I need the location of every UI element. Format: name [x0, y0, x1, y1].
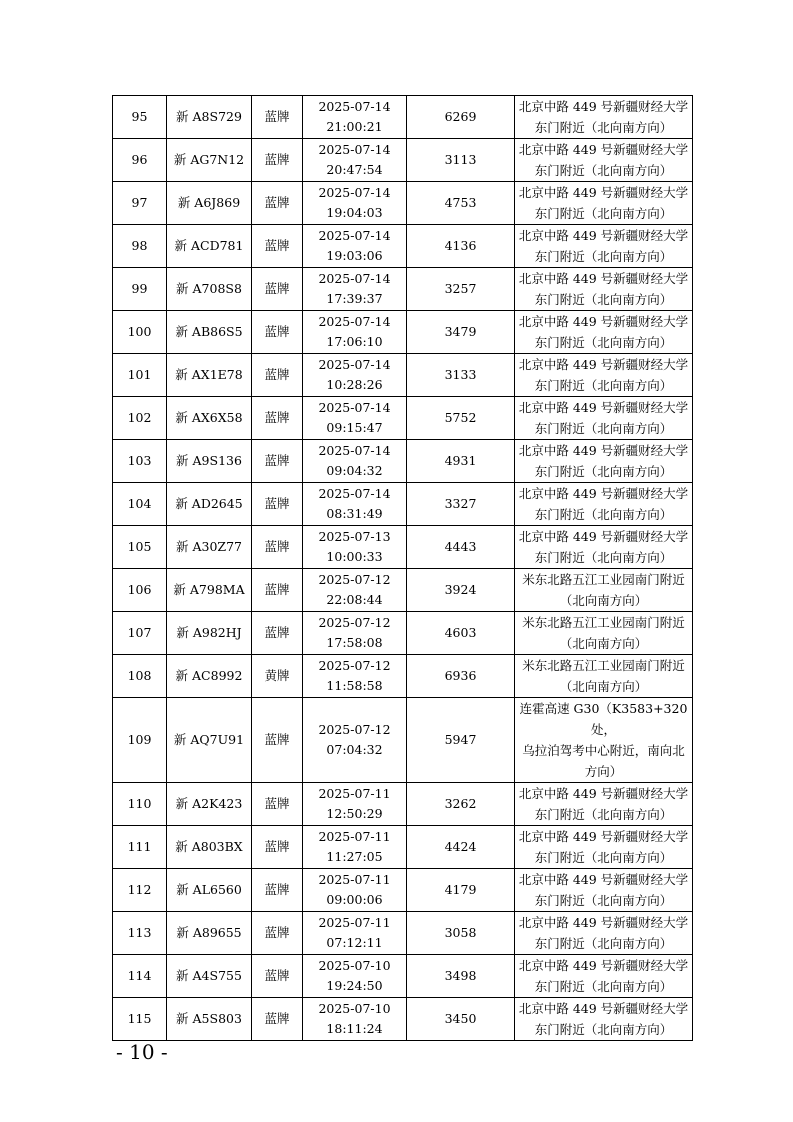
location-line: 北京中路 449 号新疆财经大学	[518, 185, 689, 200]
row-number-cell: 113	[113, 912, 167, 955]
time-text: 19:03:06	[326, 248, 383, 263]
plate-number-cell: 新 A798MA	[167, 569, 252, 612]
date-text: 2025-07-10	[318, 958, 391, 973]
table-row	[113, 440, 693, 483]
plate-number-cell: 新 AX6X58	[167, 397, 252, 440]
row-number-cell: 104	[113, 483, 167, 526]
row-number-cell: 101	[113, 354, 167, 397]
time-text: 18:11:24	[326, 1021, 383, 1036]
table-row	[113, 998, 693, 1041]
plate-color-cell: 蓝牌	[252, 826, 303, 869]
table-row	[113, 698, 693, 783]
plate-color-cell: 蓝牌	[252, 311, 303, 354]
row-number-cell: 103	[113, 440, 167, 483]
location-line: 东门附近（北向南方向）	[534, 550, 673, 565]
table-row	[113, 96, 693, 139]
date-text: 2025-07-14	[318, 185, 391, 200]
datetime-cell	[303, 569, 407, 612]
plate-color-cell: 蓝牌	[252, 569, 303, 612]
table-row	[113, 955, 693, 998]
row-number-cell: 115	[113, 998, 167, 1041]
date-text: 2025-07-14	[318, 314, 391, 329]
count-cell: 3133	[407, 354, 515, 397]
count-cell: 5752	[407, 397, 515, 440]
datetime-cell	[303, 526, 407, 569]
plate-number-cell: 新 A982HJ	[167, 612, 252, 655]
count-cell: 3262	[407, 783, 515, 826]
location-line: 北京中路 449 号新疆财经大学	[518, 99, 689, 114]
table-row	[113, 139, 693, 182]
location-cell	[515, 998, 693, 1041]
location-cell	[515, 311, 693, 354]
row-number-cell: 97	[113, 182, 167, 225]
datetime-cell	[303, 354, 407, 397]
count-cell: 5947	[407, 698, 515, 783]
location-line: 东门附近（北向南方向）	[534, 893, 673, 908]
datetime-cell	[303, 225, 407, 268]
count-cell: 3450	[407, 998, 515, 1041]
location-cell	[515, 655, 693, 698]
plate-number-cell: 新 AB86S5	[167, 311, 252, 354]
location-line: 米东北路五江工业园南门附近	[522, 658, 685, 673]
location-cell	[515, 440, 693, 483]
location-line: 连霍高速 G30（K3583+320 处，	[519, 701, 688, 737]
datetime-cell	[303, 612, 407, 655]
count-cell: 3498	[407, 955, 515, 998]
plate-number-cell: 新 A89655	[167, 912, 252, 955]
plate-color-cell: 蓝牌	[252, 182, 303, 225]
plate-number-cell: 新 A803BX	[167, 826, 252, 869]
plate-color-cell: 黄牌	[252, 655, 303, 698]
time-text: 07:04:32	[326, 742, 383, 757]
table-row	[113, 397, 693, 440]
date-text: 2025-07-14	[318, 443, 391, 458]
plate-number-cell: 新 A9S136	[167, 440, 252, 483]
table-row	[113, 526, 693, 569]
table-row	[113, 483, 693, 526]
table-row	[113, 354, 693, 397]
plate-number-cell: 新 AL6560	[167, 869, 252, 912]
plate-color-cell: 蓝牌	[252, 483, 303, 526]
location-line: 东门附近（北向南方向）	[534, 206, 673, 221]
count-cell: 3924	[407, 569, 515, 612]
table-row	[113, 225, 693, 268]
location-cell	[515, 826, 693, 869]
location-line: 东门附近（北向南方向）	[534, 120, 673, 135]
count-cell: 4753	[407, 182, 515, 225]
location-line: 北京中路 449 号新疆财经大学	[518, 443, 689, 458]
datetime-cell	[303, 698, 407, 783]
location-cell	[515, 268, 693, 311]
location-cell	[515, 569, 693, 612]
datetime-cell	[303, 96, 407, 139]
plate-number-cell: 新 AX1E78	[167, 354, 252, 397]
date-text: 2025-07-13	[318, 529, 391, 544]
location-cell	[515, 698, 693, 783]
time-text: 09:15:47	[326, 420, 383, 435]
location-line: 北京中路 449 号新疆财经大学	[518, 829, 689, 844]
time-text: 19:24:50	[326, 978, 383, 993]
plate-color-cell: 蓝牌	[252, 869, 303, 912]
row-number-cell: 98	[113, 225, 167, 268]
count-cell: 4603	[407, 612, 515, 655]
datetime-cell	[303, 483, 407, 526]
plate-color-cell: 蓝牌	[252, 139, 303, 182]
time-text: 17:06:10	[326, 334, 383, 349]
row-number-cell: 95	[113, 96, 167, 139]
table-row	[113, 869, 693, 912]
count-cell: 6269	[407, 96, 515, 139]
table-row	[113, 912, 693, 955]
count-cell: 3113	[407, 139, 515, 182]
location-line: （北向南方向）	[559, 593, 648, 608]
date-text: 2025-07-14	[318, 486, 391, 501]
time-text: 17:39:37	[326, 291, 383, 306]
time-text: 19:04:03	[326, 205, 383, 220]
date-text: 2025-07-10	[318, 1001, 391, 1016]
location-line: 北京中路 449 号新疆财经大学	[518, 872, 689, 887]
location-line: 北京中路 449 号新疆财经大学	[518, 400, 689, 415]
row-number-cell: 107	[113, 612, 167, 655]
page-number: - 10 -	[116, 1040, 168, 1064]
location-line: 北京中路 449 号新疆财经大学	[518, 786, 689, 801]
datetime-cell	[303, 912, 407, 955]
time-text: 11:58:58	[326, 678, 383, 693]
datetime-cell	[303, 826, 407, 869]
location-cell	[515, 225, 693, 268]
time-text: 22:08:44	[326, 592, 383, 607]
location-line: 乌拉泊驾考中心附近，南向北	[522, 743, 685, 758]
time-text: 09:04:32	[326, 463, 383, 478]
time-text: 17:58:08	[326, 635, 383, 650]
row-number-cell: 111	[113, 826, 167, 869]
table-row	[113, 311, 693, 354]
date-text: 2025-07-11	[318, 786, 391, 801]
count-cell: 3327	[407, 483, 515, 526]
location-cell	[515, 783, 693, 826]
plate-color-cell: 蓝牌	[252, 783, 303, 826]
datetime-cell	[303, 998, 407, 1041]
date-text: 2025-07-11	[318, 829, 391, 844]
records-table	[112, 95, 693, 1041]
table-row	[113, 569, 693, 612]
date-text: 2025-07-12	[318, 615, 391, 630]
datetime-cell	[303, 869, 407, 912]
date-text: 2025-07-14	[318, 99, 391, 114]
date-text: 2025-07-14	[318, 142, 391, 157]
location-cell	[515, 354, 693, 397]
plate-color-cell: 蓝牌	[252, 225, 303, 268]
table-row	[113, 655, 693, 698]
table-row	[113, 182, 693, 225]
date-text: 2025-07-12	[318, 722, 391, 737]
plate-color-cell: 蓝牌	[252, 955, 303, 998]
row-number-cell: 114	[113, 955, 167, 998]
table-row	[113, 783, 693, 826]
row-number-cell: 102	[113, 397, 167, 440]
plate-number-cell: 新 AG7N12	[167, 139, 252, 182]
count-cell: 3257	[407, 268, 515, 311]
count-cell: 4136	[407, 225, 515, 268]
location-line: 米东北路五江工业园南门附近	[522, 615, 685, 630]
datetime-cell	[303, 268, 407, 311]
plate-number-cell: 新 A30Z77	[167, 526, 252, 569]
plate-color-cell: 蓝牌	[252, 397, 303, 440]
plate-number-cell: 新 AC8992	[167, 655, 252, 698]
location-line: 方向）	[584, 764, 623, 779]
date-text: 2025-07-14	[318, 228, 391, 243]
location-line: 北京中路 449 号新疆财经大学	[518, 915, 689, 930]
row-number-cell: 99	[113, 268, 167, 311]
row-number-cell: 112	[113, 869, 167, 912]
row-number-cell: 109	[113, 698, 167, 783]
date-text: 2025-07-12	[318, 658, 391, 673]
location-line: 北京中路 449 号新疆财经大学	[518, 314, 689, 329]
location-cell	[515, 182, 693, 225]
datetime-cell	[303, 139, 407, 182]
count-cell: 4179	[407, 869, 515, 912]
time-text: 12:50:29	[326, 806, 383, 821]
location-line: 北京中路 449 号新疆财经大学	[518, 486, 689, 501]
plate-color-cell: 蓝牌	[252, 354, 303, 397]
location-line: 东门附近（北向南方向）	[534, 979, 673, 994]
plate-color-cell: 蓝牌	[252, 612, 303, 655]
count-cell: 4443	[407, 526, 515, 569]
location-line: 东门附近（北向南方向）	[534, 292, 673, 307]
location-line: 东门附近（北向南方向）	[534, 807, 673, 822]
time-text: 07:12:11	[326, 935, 383, 950]
datetime-cell	[303, 440, 407, 483]
location-cell	[515, 912, 693, 955]
datetime-cell	[303, 783, 407, 826]
location-line: 东门附近（北向南方向）	[534, 335, 673, 350]
count-cell: 3058	[407, 912, 515, 955]
location-line: 东门附近（北向南方向）	[534, 421, 673, 436]
location-line: 东门附近（北向南方向）	[534, 1022, 673, 1037]
location-cell	[515, 139, 693, 182]
datetime-cell	[303, 955, 407, 998]
plate-color-cell: 蓝牌	[252, 268, 303, 311]
plate-color-cell: 蓝牌	[252, 912, 303, 955]
location-line: 东门附近（北向南方向）	[534, 163, 673, 178]
date-text: 2025-07-14	[318, 400, 391, 415]
plate-color-cell: 蓝牌	[252, 96, 303, 139]
location-line: 东门附近（北向南方向）	[534, 850, 673, 865]
plate-color-cell: 蓝牌	[252, 698, 303, 783]
count-cell: 6936	[407, 655, 515, 698]
table-row	[113, 268, 693, 311]
plate-number-cell: 新 A2K423	[167, 783, 252, 826]
location-line: 东门附近（北向南方向）	[534, 936, 673, 951]
location-line: 北京中路 449 号新疆财经大学	[518, 271, 689, 286]
location-line: 北京中路 449 号新疆财经大学	[518, 529, 689, 544]
location-cell	[515, 96, 693, 139]
row-number-cell: 108	[113, 655, 167, 698]
location-cell	[515, 526, 693, 569]
time-text: 08:31:49	[326, 506, 383, 521]
location-cell	[515, 955, 693, 998]
location-cell	[515, 612, 693, 655]
table-row	[113, 826, 693, 869]
table-row	[113, 612, 693, 655]
location-line: （北向南方向）	[559, 679, 648, 694]
plate-color-cell: 蓝牌	[252, 440, 303, 483]
location-line: 北京中路 449 号新疆财经大学	[518, 228, 689, 243]
location-cell	[515, 483, 693, 526]
row-number-cell: 100	[113, 311, 167, 354]
time-text: 10:00:33	[326, 549, 383, 564]
plate-number-cell: 新 AQ7U91	[167, 698, 252, 783]
count-cell: 4424	[407, 826, 515, 869]
datetime-cell	[303, 397, 407, 440]
location-line: 东门附近（北向南方向）	[534, 378, 673, 393]
location-cell	[515, 397, 693, 440]
time-text: 20:47:54	[326, 162, 383, 177]
count-cell: 4931	[407, 440, 515, 483]
plate-number-cell: 新 A4S755	[167, 955, 252, 998]
plate-number-cell: 新 ACD781	[167, 225, 252, 268]
row-number-cell: 105	[113, 526, 167, 569]
date-text: 2025-07-14	[318, 271, 391, 286]
location-line: （北向南方向）	[559, 636, 648, 651]
date-text: 2025-07-14	[318, 357, 391, 372]
date-text: 2025-07-12	[318, 572, 391, 587]
datetime-cell	[303, 311, 407, 354]
records-table-body	[113, 96, 693, 1041]
location-line: 东门附近（北向南方向）	[534, 507, 673, 522]
plate-color-cell: 蓝牌	[252, 998, 303, 1041]
row-number-cell: 106	[113, 569, 167, 612]
date-text: 2025-07-11	[318, 915, 391, 930]
location-line: 北京中路 449 号新疆财经大学	[518, 958, 689, 973]
location-line: 北京中路 449 号新疆财经大学	[518, 142, 689, 157]
plate-number-cell: 新 A5S803	[167, 998, 252, 1041]
location-line: 北京中路 449 号新疆财经大学	[518, 357, 689, 372]
count-cell: 3479	[407, 311, 515, 354]
plate-number-cell: 新 A8S729	[167, 96, 252, 139]
plate-number-cell: 新 A6J869	[167, 182, 252, 225]
location-line: 北京中路 449 号新疆财经大学	[518, 1001, 689, 1016]
plate-number-cell: 新 A708S8	[167, 268, 252, 311]
time-text: 21:00:21	[326, 119, 383, 134]
plate-number-cell: 新 AD2645	[167, 483, 252, 526]
location-line: 东门附近（北向南方向）	[534, 464, 673, 479]
datetime-cell	[303, 182, 407, 225]
plate-color-cell: 蓝牌	[252, 526, 303, 569]
row-number-cell: 96	[113, 139, 167, 182]
time-text: 09:00:06	[326, 892, 383, 907]
time-text: 10:28:26	[326, 377, 383, 392]
location-line: 东门附近（北向南方向）	[534, 249, 673, 264]
time-text: 11:27:05	[326, 849, 383, 864]
datetime-cell	[303, 655, 407, 698]
location-line: 米东北路五江工业园南门附近	[522, 572, 685, 587]
location-cell	[515, 869, 693, 912]
date-text: 2025-07-11	[318, 872, 391, 887]
row-number-cell: 110	[113, 783, 167, 826]
